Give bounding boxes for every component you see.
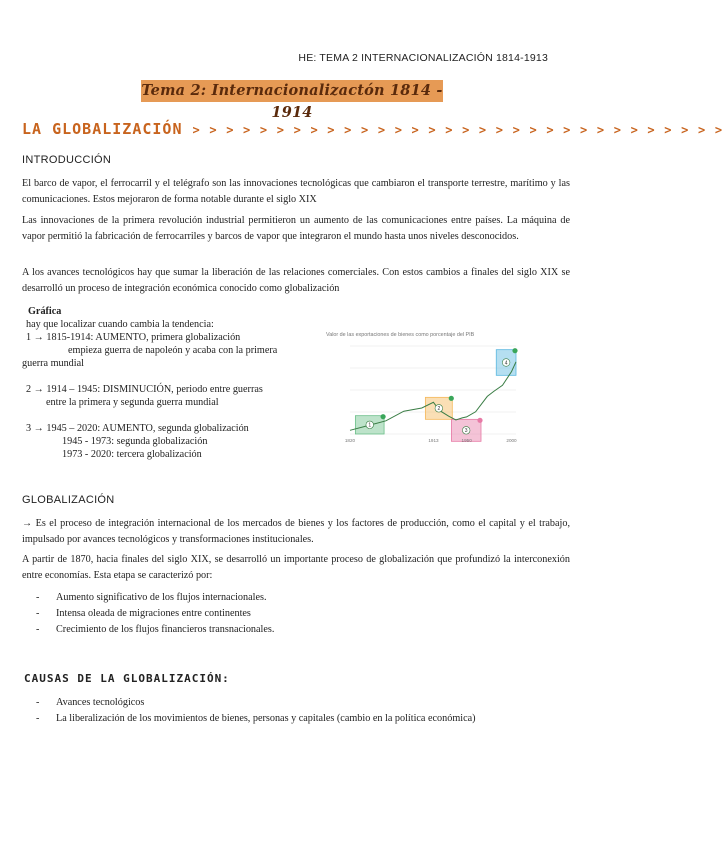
grafica-item-3-line-b: 1945 - 1973: segunda globalización: [62, 436, 208, 447]
grafica-item-3-line-a: 3 → 1945 – 2020: AUMENTO, segunda globalización: [26, 423, 249, 434]
chart-check-icon: [449, 396, 454, 401]
intro-paragraph-3: A los avances tecnológicos hay que sumar la liberación de las relaciones comerciales. Con estos cambios a finales del siglo XIX se desarrolló un proceso de integración económica conocido como globalización: [22, 267, 570, 294]
intro-paragraph-1: El barco de vapor, el ferrocarril y el telégrafo son las innovaciones tecnológicas que cambiaron el transporte terrestre, marítimo y las comunicaciones. Estos mejoraron de forma notable durante el siglo XIX: [22, 178, 570, 205]
grafica-intro: hay que localizar cuando cambia la tendencia:: [26, 319, 214, 330]
grafica-item-1-line-a: 1 → 1815-1914: AUMENTO, primera globalización: [26, 332, 241, 343]
intro-heading: INTRODUCCIÓN: [22, 154, 112, 166]
chart-x-tick-label: 2000: [506, 438, 517, 443]
chart-x-tick-label: 1950: [461, 438, 472, 443]
section-heading-arrows: > > > > > > > > > > > > > > > > > > > > > > > > > > > > > > > >: [192, 123, 723, 137]
grafica-item-2-line-b: entre la primera y segunda guerra mundial: [46, 397, 219, 408]
chart-badge-label: 4: [504, 360, 508, 367]
list-item: - Aumento significativo de los flujos internacionales.: [36, 592, 267, 603]
globalizacion-paragraph-2: A partir de 1870, hacia finales del siglo XIX, se desarrolló un importante proceso de globalización que profundizó la interconexión entre economías. Esta etapa se caracterizó por:: [22, 554, 570, 581]
causas-list: [22, 695, 570, 727]
exports-chart: [320, 324, 526, 448]
globalizacion-paragraph-1: → Es el proceso de integración internacional de los mercados de bienes y los factores de producción, como el capital y el trabajo, impulsado por avances tecnológicos y transformaciones institucionales.: [22, 518, 570, 545]
chart-x-ticks: [345, 438, 517, 443]
chart-check-icon: [477, 418, 482, 423]
grafica-notes: [22, 305, 316, 461]
chart-check-icon: [512, 348, 517, 353]
grafica-item-1-line-c: guerra mundial: [22, 358, 84, 369]
list-item: - Crecimiento de los flujos financieros transnacionales.: [36, 624, 275, 635]
chart-period-boxes: [355, 350, 516, 442]
list-item: - Intensa oleada de migraciones entre continentes: [36, 608, 251, 619]
chart-x-tick-label: 1913: [428, 438, 439, 443]
grafica-item-3-line-c: 1973 - 2020: tercera globalización: [62, 449, 202, 460]
chart-badge-label: 3: [464, 428, 468, 435]
grafica-item-2-line-a: 2 → 1914 – 1945: DISMINUCIÓN, periodo entre guerras: [26, 384, 263, 395]
globalizacion-list: [22, 590, 570, 638]
title-banner: Tema 2: Internacionalizactón 1814 - 1914: [141, 82, 443, 121]
causas-heading: CAUSAS DE LA GLOBALIZACIÓN:: [24, 672, 230, 685]
chart-x-tick-label: 1820: [344, 438, 356, 443]
list-item: - La liberalización de los movimientos de bienes, personas y capitales (cambio en la política económica): [36, 713, 476, 724]
chart-badge-label: 2: [437, 406, 441, 413]
list-item: - Avances tecnológicos: [36, 697, 145, 708]
globalizacion-heading: GLOBALIZACIÓN: [22, 494, 115, 506]
chart-title: Valor de las exportaciones de bienes como porcentaje del PIB: [326, 332, 475, 338]
exports-chart-svg: [320, 324, 526, 448]
intro-paragraph-2: Las innovaciones de la primera revolución industrial permitieron un aumento de las comunicaciones entre países. La máquina de vapor permitió la fabricación de ferrocarriles y barcos de vapor que integraron el mundo hasta unos niveles desconocidos.: [22, 215, 570, 242]
section-heading: [22, 120, 723, 138]
grafica-item-1-line-b: empieza guerra de napoleón y acaba con la primera: [68, 345, 278, 356]
chart-badge-label: 1: [368, 422, 372, 429]
grafica-title: Gráfica: [28, 306, 62, 317]
chart-check-icon: [380, 414, 385, 419]
running-head: HE: TEMA 2 INTERNACIONALIZACIÓN 1814-1913: [298, 52, 548, 64]
section-heading-text: LA GLOBALIZACIÓN: [22, 120, 183, 138]
